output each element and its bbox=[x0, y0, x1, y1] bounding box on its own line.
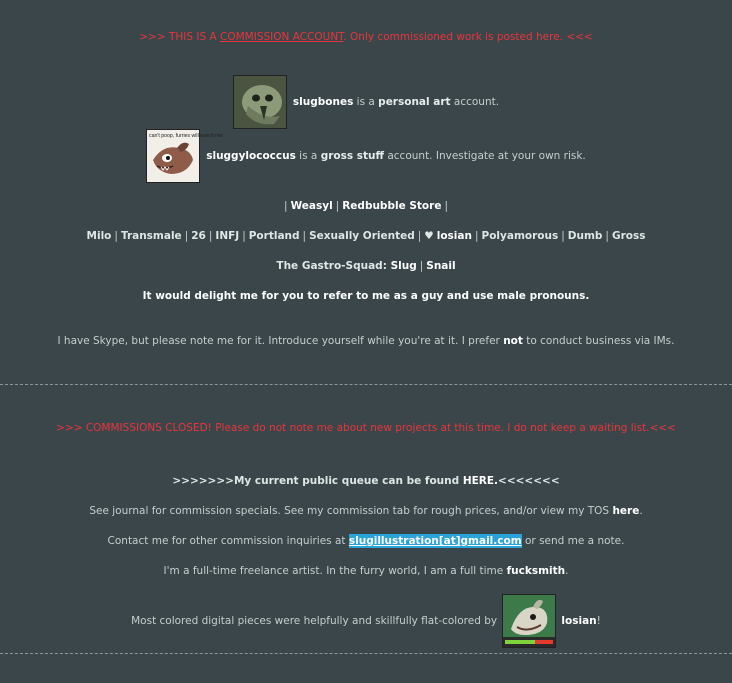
tag-separator: | bbox=[605, 230, 609, 242]
slugbones-kind: personal art bbox=[378, 96, 451, 108]
slugbones-link[interactable]: slugbones bbox=[292, 96, 354, 108]
losian-avatar[interactable] bbox=[502, 594, 556, 648]
skype-note bbox=[0, 334, 732, 348]
tag-separator: | bbox=[302, 230, 307, 242]
gastro-squad-label: The Gastro-Squad: bbox=[276, 260, 391, 272]
journal-row bbox=[0, 504, 732, 518]
bird-skull-icon bbox=[234, 76, 286, 128]
skype-text-after: to conduct business via IMs. bbox=[522, 335, 675, 347]
losian-credit-link[interactable]: losian bbox=[561, 615, 597, 627]
tag-separator: | bbox=[208, 230, 213, 242]
avatar-caption: can't poop, furries will watch me bbox=[149, 133, 223, 139]
skype-not-emphasis: not bbox=[503, 335, 523, 347]
notice-prefix: >>> THIS IS A bbox=[139, 31, 221, 43]
flat-color-credit-row bbox=[0, 594, 732, 648]
links-separator: | bbox=[444, 200, 448, 212]
section-divider bbox=[0, 384, 732, 385]
losian-partner-link[interactable]: losian bbox=[436, 230, 472, 242]
gastro-squad-row bbox=[0, 259, 732, 273]
squad-separator: | bbox=[419, 260, 424, 272]
tag-portland: Portland bbox=[248, 230, 300, 242]
notice-suffix: . Only commissioned work is posted here. <<< bbox=[343, 31, 593, 43]
flat-text-before: Most colored digital pieces were helpfully and skillfully flat-colored by bbox=[131, 615, 501, 627]
redbubble-store-link[interactable]: Redbubble Store bbox=[342, 200, 442, 212]
creature-drawing-icon bbox=[147, 130, 223, 182]
tag-gross: Gross bbox=[611, 230, 646, 242]
flat-text-after: ! bbox=[596, 615, 601, 627]
external-links-row bbox=[0, 199, 732, 213]
snail-link[interactable]: Snail bbox=[426, 260, 456, 272]
tag-orientation: Sexually Oriented bbox=[309, 230, 415, 242]
slugbones-text-tail: account. bbox=[450, 96, 500, 108]
links-separator: | bbox=[284, 200, 288, 212]
pronoun-note: It would delight me for you to refer to me as a guy and use male pronouns. bbox=[142, 290, 590, 302]
heart-icon: ♥ bbox=[424, 230, 434, 242]
weasyl-link[interactable]: Weasyl bbox=[290, 200, 333, 212]
queue-row bbox=[0, 474, 732, 488]
journal-text-before: See journal for commission specials. See my commission tab for rough prices, and/or view my TOS bbox=[89, 505, 613, 517]
account-row-sluggylococcus bbox=[0, 129, 732, 183]
links-separator: | bbox=[335, 200, 340, 212]
tag-polyamorous: Polyamorous bbox=[481, 230, 559, 242]
tag-separator: | bbox=[114, 230, 118, 242]
tag-separator: | bbox=[561, 230, 565, 242]
contact-text-after: or send me a note. bbox=[521, 535, 625, 547]
slugbones-avatar[interactable] bbox=[233, 75, 287, 129]
sluggylococcus-text-tail: account. Investigate at your own risk. bbox=[384, 150, 586, 162]
sluggylococcus-avatar[interactable] bbox=[146, 129, 223, 183]
tag-dumb: Dumb bbox=[567, 230, 603, 242]
tos-here-link[interactable]: here bbox=[612, 505, 640, 517]
tag-separator: | bbox=[242, 230, 246, 242]
sluggylococcus-kind: gross stuff bbox=[320, 150, 385, 162]
slugbones-text-mid: is a bbox=[353, 96, 379, 108]
commissions-closed-notice: >>> COMMISSIONS CLOSED! Please do not note me about new projects at this time. I do not keep a waiting list.<<< bbox=[56, 422, 676, 434]
commission-account-link[interactable]: COMMISSION ACCOUNT bbox=[220, 31, 344, 43]
tag-separator: | bbox=[474, 230, 479, 242]
account-row-slugbones bbox=[0, 75, 732, 129]
contact-row bbox=[0, 534, 732, 548]
tag-separator: | bbox=[417, 230, 422, 242]
dragon-avatar-icon bbox=[503, 595, 555, 647]
skype-text-before: I have Skype, but please note me for it. Introduce yourself while you're at it. I prefer bbox=[57, 335, 504, 347]
tag-separator: | bbox=[184, 230, 189, 242]
freelance-text-after: . bbox=[565, 565, 569, 577]
journal-text-after: . bbox=[639, 505, 643, 517]
email-link[interactable]: slugillustration[at]gmail.com bbox=[348, 535, 522, 547]
freelance-row bbox=[0, 564, 732, 578]
fucksmith-link[interactable]: fucksmith bbox=[506, 565, 566, 577]
profile-tags-row bbox=[0, 229, 732, 243]
tag-transmale: Transmale bbox=[120, 230, 182, 242]
queue-text-before: >>>>>>>My current public queue can be found bbox=[172, 475, 463, 487]
freelance-text-before: I'm a full-time freelance artist. In the furry world, I am a full time bbox=[163, 565, 507, 577]
section-divider bbox=[0, 653, 732, 654]
tag-age: 26 bbox=[191, 230, 206, 242]
tag-infj: INFJ bbox=[215, 230, 240, 242]
slug-link[interactable]: Slug bbox=[390, 260, 417, 272]
sluggylococcus-text-mid: is a bbox=[295, 150, 321, 162]
contact-text-before: Contact me for other commission inquiries at bbox=[107, 535, 349, 547]
queue-here-link[interactable]: HERE. bbox=[462, 475, 499, 487]
sluggylococcus-link[interactable]: sluggylococcus bbox=[206, 150, 296, 162]
commission-notice bbox=[0, 30, 732, 44]
queue-text-after: <<<<<<< bbox=[498, 475, 560, 487]
tag-milo: Milo bbox=[86, 230, 112, 242]
